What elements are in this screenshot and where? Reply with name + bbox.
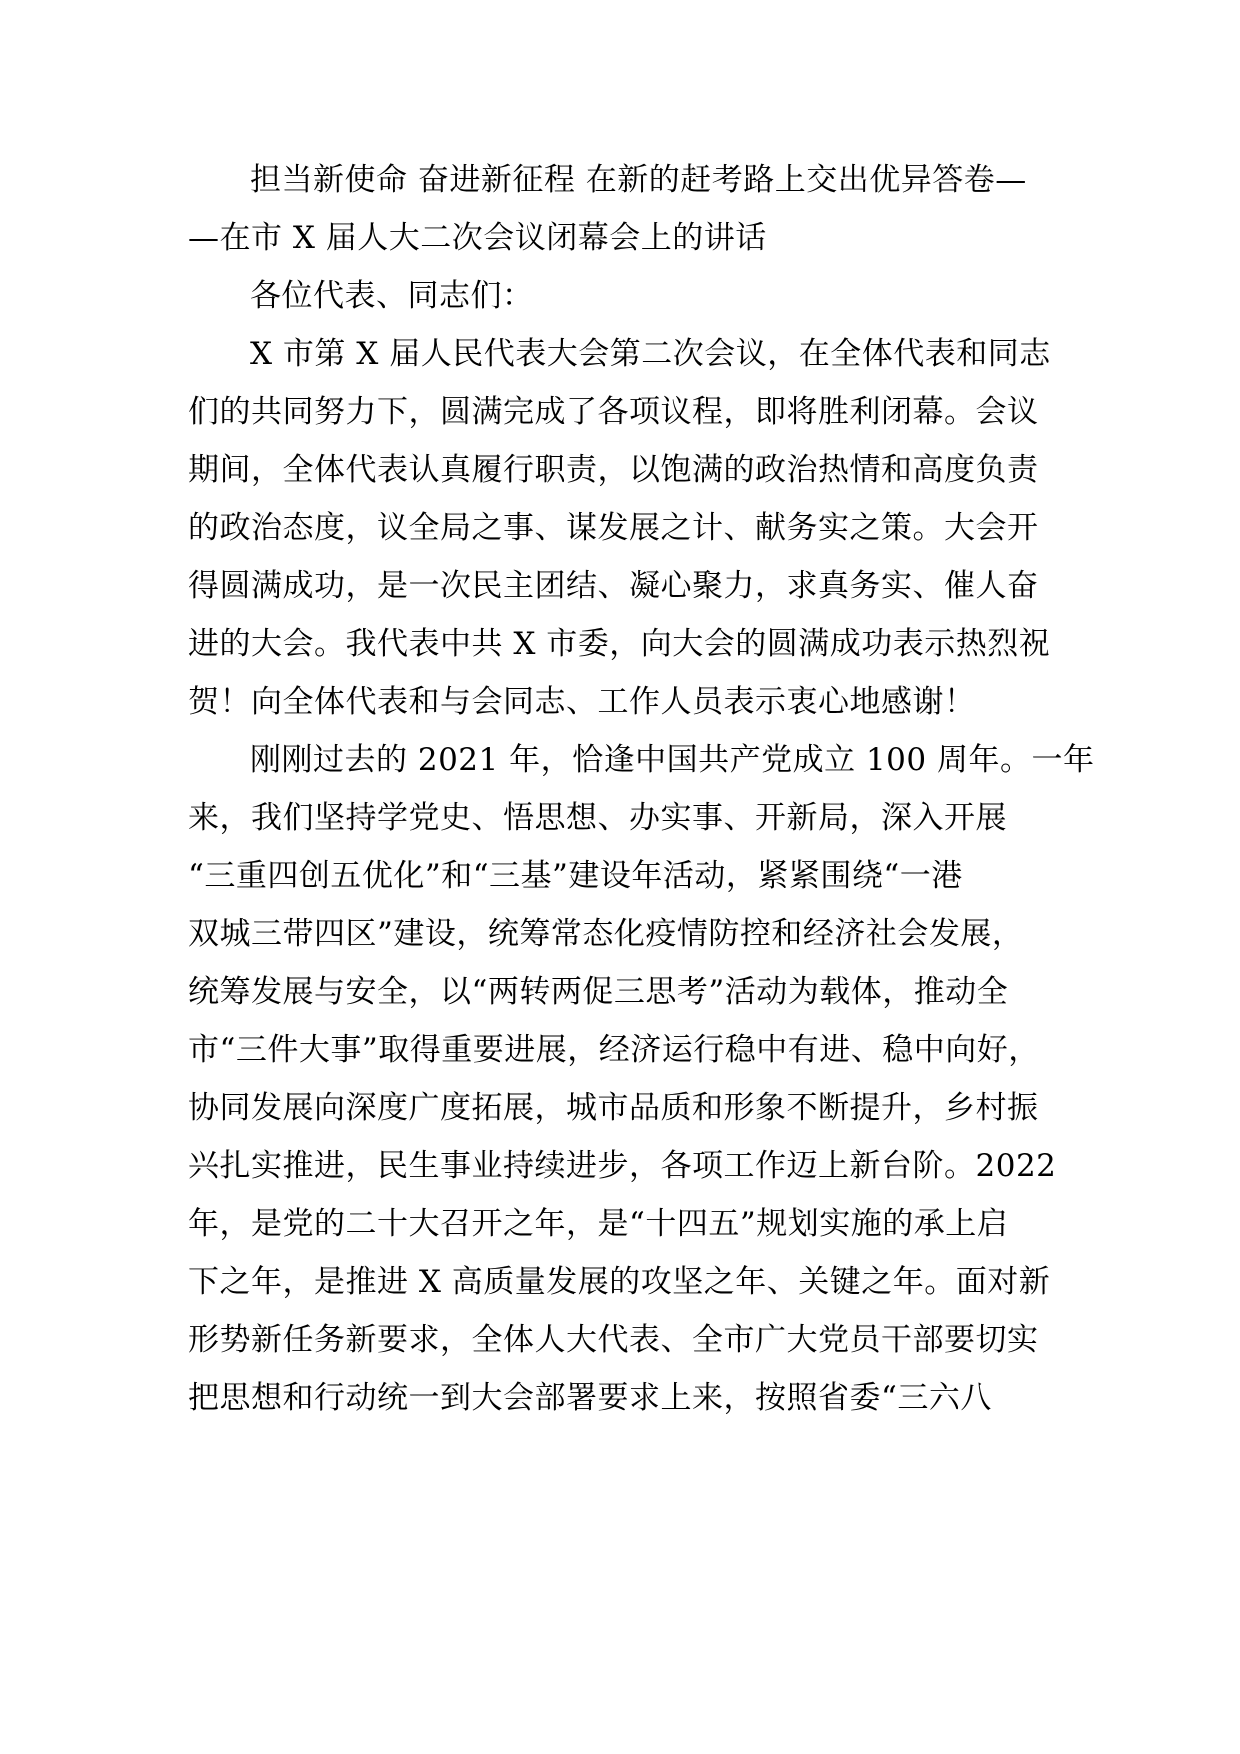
paragraph-2-line: 刚刚过去的 2021 年，恰逢中国共产党成立 100 周年。一年 — [250, 742, 1095, 778]
paragraph-1-line: 期间，全体代表认真履行职责，以饱满的政治热情和高度负责 — [188, 452, 1039, 488]
document-title-line-1: 担当新使命 奋进新征程 在新的赶考路上交出优异答卷— — [250, 162, 1027, 198]
paragraph-1-line: 们的共同努力下，圆满完成了各项议程，即将胜利闭幕。会议 — [188, 394, 1039, 430]
paragraph-2-line: 把思想和行动统一到大会部署要求上来，按照省委“三六八 — [188, 1380, 992, 1416]
paragraph-2-line: “三重四创五优化”和“三基”建设年活动，紧紧围绕“一港 — [188, 858, 963, 894]
paragraph-2-line: 双城三带四区”建设，统筹常态化疫情防控和经济社会发展， — [188, 916, 1024, 952]
paragraph-2-line: 协同发展向深度广度拓展，城市品质和形象不断提升，乡村振 — [188, 1090, 1039, 1126]
salutation: 各位代表、同志们： — [250, 278, 534, 314]
paragraph-2-line: 来，我们坚持学党史、悟思想、办实事、开新局，深入开展 — [188, 800, 1007, 836]
paragraph-1-line: X 市第 X 届人民代表大会第二次会议，在全体代表和同志 — [250, 336, 1051, 372]
paragraph-2-line: 年，是党的二十大召开之年，是“十四五”规划实施的承上启 — [188, 1206, 1009, 1242]
paragraph-1-line: 贺！向全体代表和与会同志、工作人员表示衷心地感谢！ — [188, 684, 976, 720]
paragraph-1-line: 得圆满成功，是一次民主团结、凝心聚力，求真务实、催人奋 — [188, 568, 1039, 604]
paragraph-2-line: 兴扎实推进，民生事业持续进步，各项工作迈上新台阶。2022 — [188, 1148, 1057, 1184]
paragraph-2-line: 下之年，是推进 X 高质量发展的攻坚之年、关键之年。面对新 — [188, 1264, 1051, 1300]
paragraph-1-line: 的政治态度，议全局之事、谋发展之计、献务实之策。大会开 — [188, 510, 1039, 546]
paragraph-2-line: 统筹发展与安全，以“两转两促三思考”活动为载体，推动全 — [188, 974, 1009, 1010]
paragraph-2-line: 形势新任务新要求，全体人大代表、全市广大党员干部要切实 — [188, 1322, 1039, 1358]
document-title-line-2: —在市 X 届人大二次会议闭幕会上的讲话 — [188, 220, 767, 256]
paragraph-1-line: 进的大会。我代表中共 X 市委，向大会的圆满成功表示热烈祝 — [188, 626, 1051, 662]
paragraph-2-line: 市“三件大事”取得重要进展，经济运行稳中有进、稳中向好， — [188, 1032, 1040, 1068]
